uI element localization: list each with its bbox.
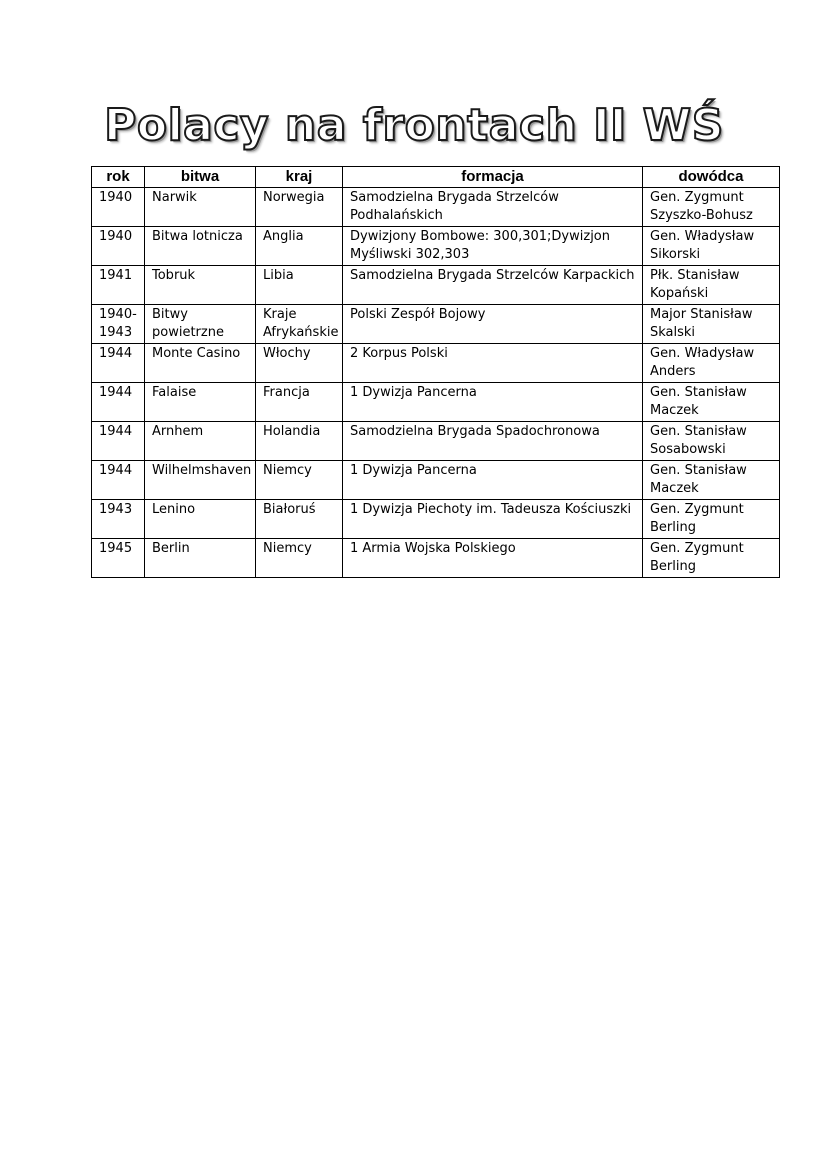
table-row	[92, 383, 780, 422]
cell-bitwa: Bitwy powietrzne	[145, 305, 256, 344]
table-row	[92, 422, 780, 461]
cell-kraj: Białoruś	[256, 500, 343, 539]
cell-rok: 1940	[92, 227, 145, 266]
cell-bitwa: Narwik	[145, 188, 256, 227]
column-header-rok: rok	[92, 167, 145, 188]
cell-kraj: Francja	[256, 383, 343, 422]
table-row	[92, 461, 780, 500]
cell-rok: 1941	[92, 266, 145, 305]
table-row	[92, 539, 780, 578]
cell-dowodca: Gen. Zygmunt Berling	[643, 539, 780, 578]
cell-rok: 1944	[92, 383, 145, 422]
cell-formacja: Samodzielna Brygada Strzelców Karpackich	[343, 266, 643, 305]
column-header-bitwa: bitwa	[145, 167, 256, 188]
cell-kraj: Norwegia	[256, 188, 343, 227]
cell-dowodca: Gen. Zygmunt Szyszko-Bohusz	[643, 188, 780, 227]
cell-kraj: Anglia	[256, 227, 343, 266]
cell-formacja: 1 Armia Wojska Polskiego	[343, 539, 643, 578]
cell-rok: 1945	[92, 539, 145, 578]
cell-dowodca: Gen. Stanisław Maczek	[643, 383, 780, 422]
cell-rok: 1940-1943	[92, 305, 145, 344]
table-row	[92, 188, 780, 227]
cell-kraj: Holandia	[256, 422, 343, 461]
cell-formacja: Samodzielna Brygada Spadochronowa	[343, 422, 643, 461]
cell-dowodca: Major Stanisław Skalski	[643, 305, 780, 344]
cell-rok: 1944	[92, 422, 145, 461]
cell-dowodca: Płk. Stanisław Kopański	[643, 266, 780, 305]
cell-dowodca: Gen. Zygmunt Berling	[643, 500, 780, 539]
table-row	[92, 266, 780, 305]
cell-kraj: Niemcy	[256, 461, 343, 500]
cell-formacja: Polski Zespół Bojowy	[343, 305, 643, 344]
cell-bitwa: Falaise	[145, 383, 256, 422]
cell-bitwa: Lenino	[145, 500, 256, 539]
cell-formacja: 1 Dywizja Pancerna	[343, 383, 643, 422]
cell-bitwa: Bitwa lotnicza	[145, 227, 256, 266]
table-row	[92, 500, 780, 539]
cell-dowodca: Gen. Władysław Anders	[643, 344, 780, 383]
cell-formacja: 1 Dywizja Piechoty im. Tadeusza Kościuszki	[343, 500, 643, 539]
cell-bitwa: Wilhelmshaven	[145, 461, 256, 500]
cell-kraj: Włochy	[256, 344, 343, 383]
cell-formacja: Samodzielna Brygada Strzelców Podhalańskich	[343, 188, 643, 227]
cell-bitwa: Monte Casino	[145, 344, 256, 383]
column-header-kraj: kraj	[256, 167, 343, 188]
table-header-row	[92, 167, 780, 188]
cell-kraj: Kraje Afrykańskie	[256, 305, 343, 344]
column-header-dowodca: dowódca	[643, 167, 780, 188]
page-title: Polacy na frontach II WŚ	[104, 100, 724, 151]
cell-bitwa: Arnhem	[145, 422, 256, 461]
cell-formacja: 2 Korpus Polski	[343, 344, 643, 383]
column-header-formacja: formacja	[343, 167, 643, 188]
table-row	[92, 227, 780, 266]
cell-formacja: 1 Dywizja Pancerna	[343, 461, 643, 500]
cell-bitwa: Berlin	[145, 539, 256, 578]
cell-dowodca: Gen. Władysław Sikorski	[643, 227, 780, 266]
table-row	[92, 305, 780, 344]
table-body	[92, 188, 780, 578]
table-row	[92, 344, 780, 383]
cell-rok: 1943	[92, 500, 145, 539]
cell-rok: 1940	[92, 188, 145, 227]
cell-kraj: Niemcy	[256, 539, 343, 578]
cell-rok: 1944	[92, 344, 145, 383]
cell-dowodca: Gen. Stanisław Sosabowski	[643, 422, 780, 461]
cell-formacja: Dywizjony Bombowe: 300,301;Dywizjon Myśliwski 302,303	[343, 227, 643, 266]
cell-rok: 1944	[92, 461, 145, 500]
cell-kraj: Libia	[256, 266, 343, 305]
cell-dowodca: Gen. Stanisław Maczek	[643, 461, 780, 500]
cell-bitwa: Tobruk	[145, 266, 256, 305]
battles-table	[91, 166, 780, 578]
